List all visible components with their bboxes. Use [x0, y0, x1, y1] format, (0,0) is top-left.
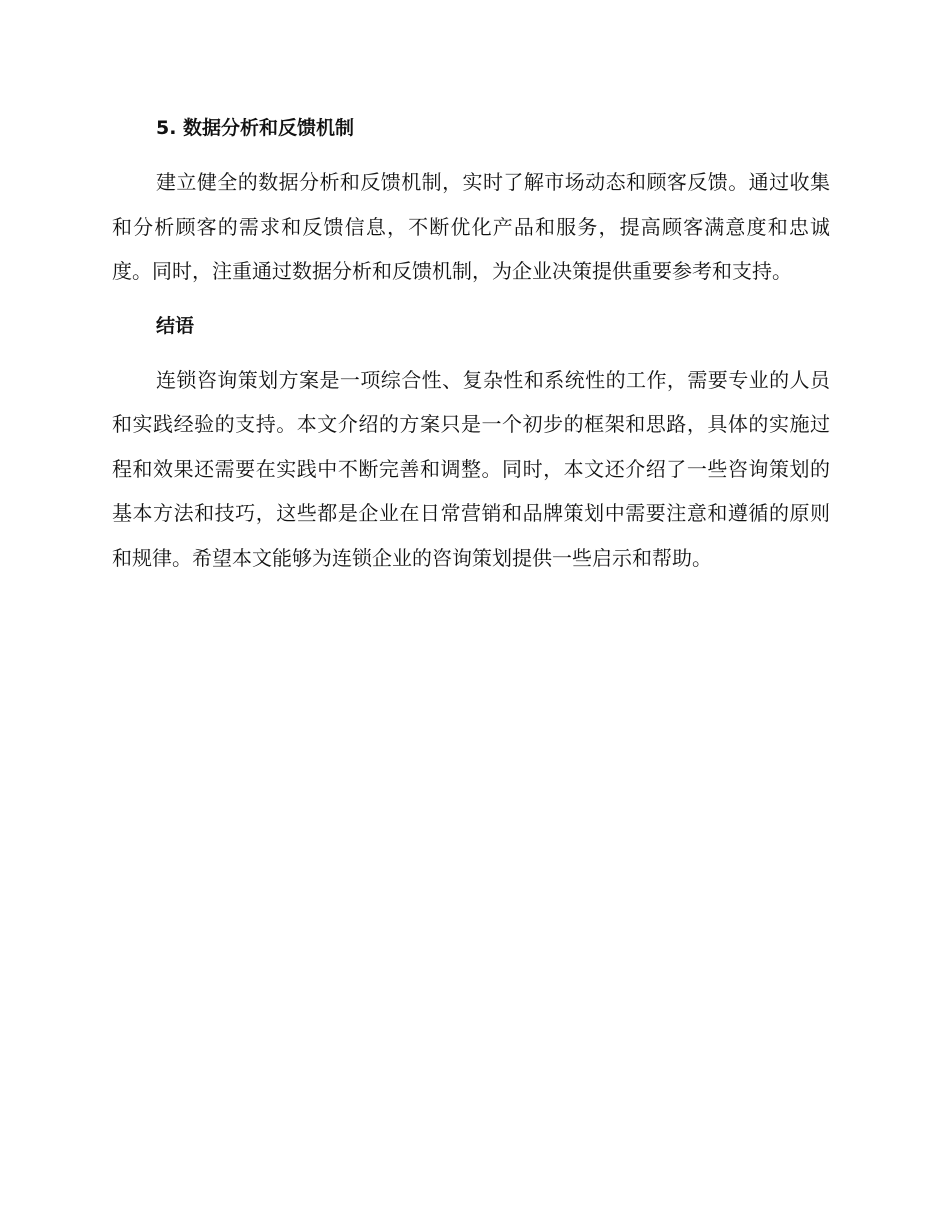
section-heading: 5. 数据分析和反馈机制	[156, 117, 355, 139]
conclusion-heading: 结语	[156, 314, 195, 337]
document-page	[112, 110, 830, 580]
section-paragraph: 建立健全的数据分析和反馈机制，实时了解市场动态和顾客反馈。通过收集和分析顾客的需求和反馈信息，不断优化产品和服务，提高顾客满意度和忠诚度。同时，注重通过数据分析和反馈机制，为企业决策提供重要参考和支持。	[112, 170, 830, 283]
conclusion-paragraph: 连锁咨询策划方案是一项综合性、复杂性和系统性的工作，需要专业的人员和实践经验的支持。本文介绍的方案只是一个初步的框架和思路，具体的实施过程和效果还需要在实践中不断完善和调整。同时，本文还介绍了一些咨询策划的基本方法和技巧，这些都是企业在日常营销和品牌策划中需要注意和遵循的原则和规律。希望本文能够为连锁企业的咨询策划提供一些启示和帮助。	[112, 367, 830, 570]
